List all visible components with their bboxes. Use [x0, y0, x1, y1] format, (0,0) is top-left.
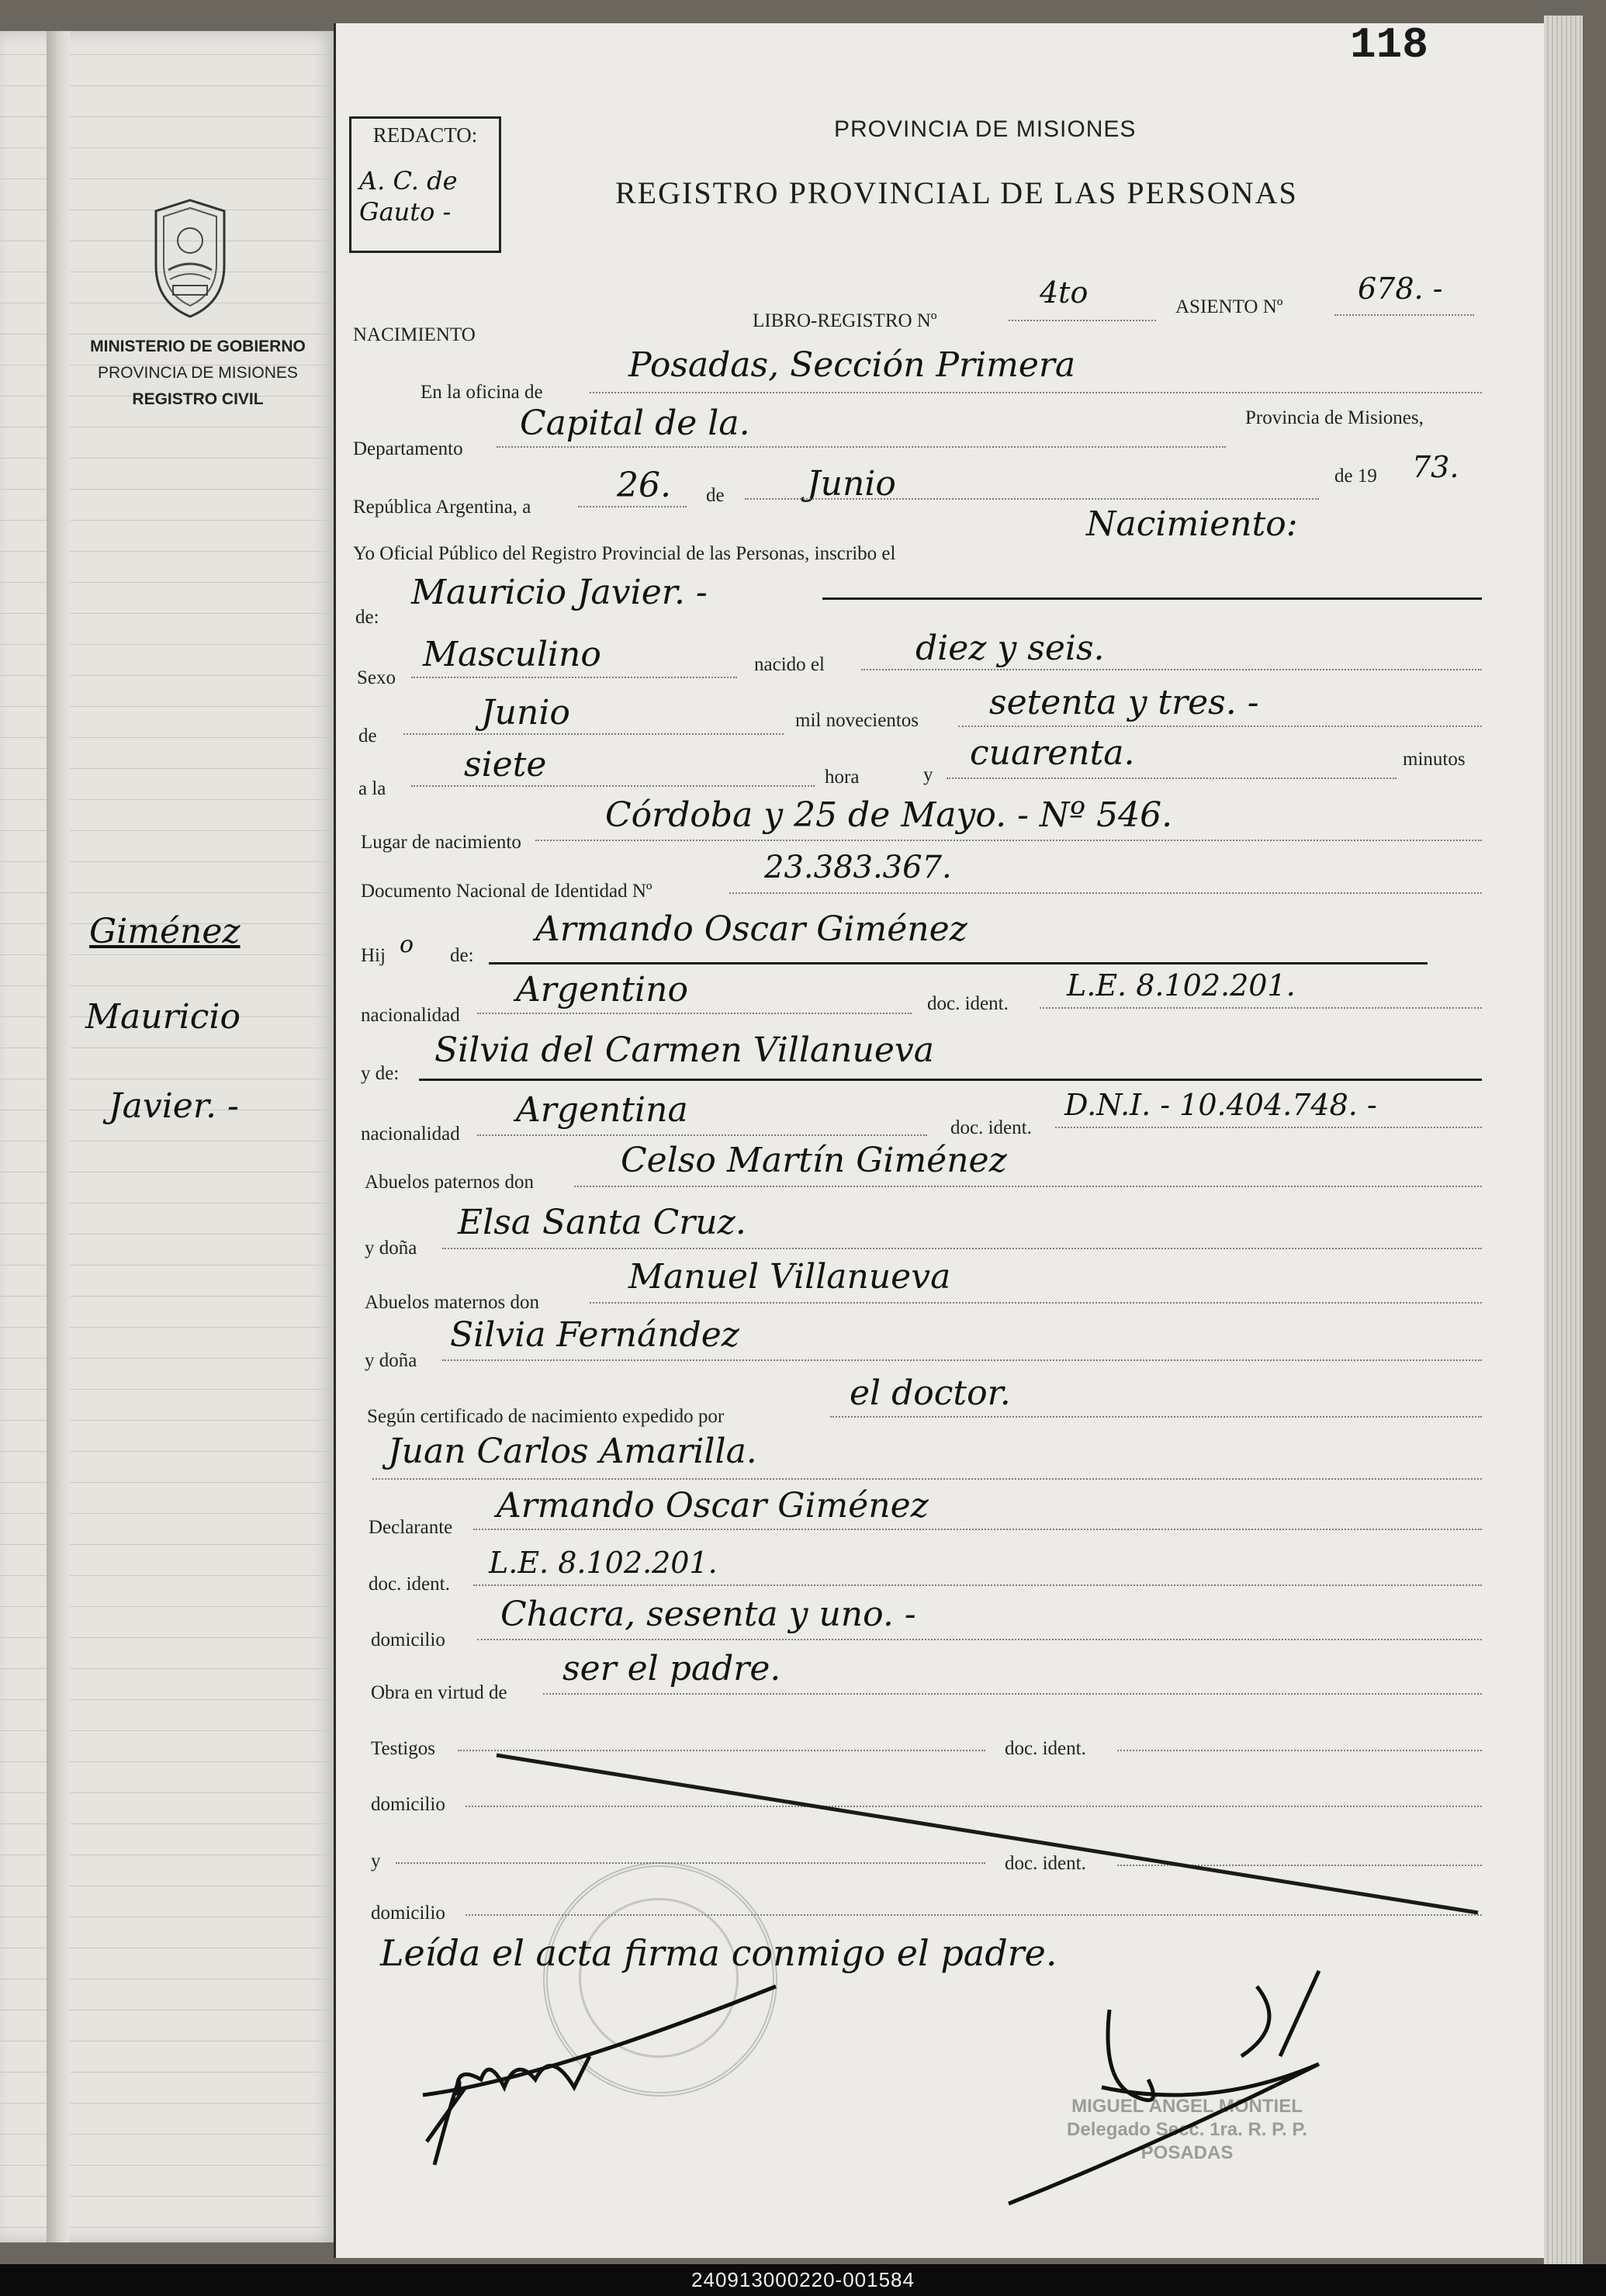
abuelos-pat-label: Abuelos paternos don — [365, 1172, 535, 1193]
declarant-signature — [423, 1986, 776, 2165]
declarante-value: Armando Oscar Giménez — [497, 1486, 929, 1525]
domicilio1-label: domicilio — [371, 1629, 445, 1650]
de2-label: de: — [355, 607, 379, 628]
ydona2-label: y doña — [365, 1350, 417, 1371]
hijo-label-de: de: — [450, 945, 474, 966]
oficina-label: En la oficina de — [421, 382, 543, 403]
obra-value: ser el padre. — [562, 1649, 781, 1688]
cancel-strike-line — [497, 1755, 1478, 1913]
redacto-value: A. C. de Gauto - — [359, 166, 458, 227]
docident5-label: doc. ident. — [1005, 1853, 1086, 1874]
de-label: de — [706, 485, 725, 506]
lugar-label: Lugar de nacimiento — [361, 832, 521, 853]
hijo-label-a: Hij — [361, 945, 386, 966]
republica-label: República Argentina, a — [353, 497, 531, 518]
obra-label: Obra en virtud de — [371, 1682, 507, 1703]
asiento-label: ASIENTO Nº — [1175, 296, 1283, 317]
margin-given-name-2: Javier. - — [109, 1086, 239, 1126]
certificado-label: Según certificado de nacimiento expedido por — [367, 1406, 725, 1427]
ydona1-value: Elsa Santa Cruz. — [458, 1203, 746, 1242]
testigos-label: Testigos — [371, 1738, 435, 1759]
docident2-value: D.N.I. - 10.404.748. - — [1064, 1088, 1377, 1122]
dni-value: 23.383.367. — [764, 850, 952, 885]
document-id-bar: 240913000220-001584 — [0, 2264, 1606, 2296]
abuelos-mat-value: Manuel Villanueva — [628, 1257, 951, 1297]
asiento-value: 678. - — [1358, 272, 1443, 306]
docident1-value: L.E. 8.102.201. — [1067, 968, 1296, 1003]
oficial-value: Nacimiento: — [1086, 504, 1298, 544]
record-type: NACIMIENTO — [353, 324, 476, 345]
hora-value: siete — [464, 745, 547, 784]
dni-label: Documento Nacional de Identidad Nº — [361, 881, 652, 902]
departamento-value: Capital de la. — [520, 403, 750, 443]
registry-civil-line: REGISTRO CIVIL — [132, 390, 264, 408]
declarante-label: Declarante — [369, 1517, 453, 1538]
official-place: POSADAS — [1140, 2142, 1234, 2163]
birth-month-value: Junio — [481, 693, 570, 732]
hijo-label-o: o — [400, 931, 414, 958]
year-value: 73. — [1412, 450, 1459, 484]
departamento-label: Departamento — [353, 438, 463, 459]
domicilio2-label: domicilio — [371, 1794, 445, 1815]
officer-signature — [1009, 1971, 1319, 2204]
domicilio1-value: Chacra, sesenta y uno. - — [500, 1595, 916, 1634]
day-value: 26. — [617, 466, 671, 505]
name-value: Mauricio Javier. - — [411, 573, 708, 612]
nacionalidad1-label: nacionalidad — [361, 1005, 460, 1026]
nacido-value: diez y seis. — [915, 629, 1105, 668]
certificado-value: el doctor. — [850, 1373, 1011, 1413]
docident1-label: doc. ident. — [927, 993, 1009, 1014]
y-label: y — [923, 764, 933, 785]
registry-title: REGISTRO PROVINCIAL DE LAS PERSONAS — [615, 175, 1298, 210]
docident3-label: doc. ident. — [369, 1574, 450, 1595]
docident3-value: L.E. 8.102.201. — [489, 1546, 718, 1580]
docident4-label: doc. ident. — [1005, 1738, 1086, 1759]
de3-label: de — [358, 726, 377, 746]
oficial-label: Yo Oficial Público del Registro Provincial de las Personas, inscribo el — [353, 543, 896, 564]
ala-label: a la — [358, 778, 386, 799]
sexo-value: Masculino — [423, 635, 601, 674]
mil-label: mil novecientos — [795, 710, 919, 731]
official-title: Delegado Secc. 1ra. R. P. P. — [1067, 2119, 1307, 2140]
ydona1-label: y doña — [365, 1238, 417, 1259]
provincia-label: Provincia de Misiones, — [1245, 407, 1424, 428]
province-heading: PROVINCIA DE MISIONES — [834, 116, 1137, 142]
closing-value: Leída el acta firma conmigo el padre. — [380, 1932, 1057, 1974]
nacionalidad2-label: nacionalidad — [361, 1124, 460, 1145]
mil-value: setenta y tres. - — [989, 683, 1259, 722]
libro-label: LIBRO-REGISTRO Nº — [753, 310, 937, 331]
ydona2-value: Silvia Fernández — [450, 1315, 739, 1355]
page-number: 118 — [1350, 20, 1428, 70]
abuelos-pat-value: Celso Martín Giménez — [621, 1141, 1007, 1180]
minutos-label: minutos — [1403, 749, 1466, 770]
redacto-label: REDACTO: — [372, 123, 478, 147]
doctor-value: Juan Carlos Amarilla. — [388, 1432, 757, 1471]
y2-label: y — [371, 1851, 381, 1872]
sexo-label: Sexo — [357, 667, 396, 688]
nacido-label: nacido el — [754, 654, 825, 675]
province-line: PROVINCIA DE MISIONES — [98, 364, 298, 382]
mother-value: Silvia del Carmen Villanueva — [434, 1030, 934, 1070]
margin-given-name-1: Mauricio — [85, 997, 241, 1037]
yde-label: y de: — [361, 1063, 400, 1084]
oficina-value: Posadas, Sección Primera — [628, 345, 1076, 385]
ministry-line: MINISTERIO DE GOBIERNO — [90, 338, 306, 355]
month-value: Junio — [807, 464, 896, 504]
year-label: de 19 — [1334, 466, 1377, 487]
hora-label: hora — [825, 767, 860, 788]
official-name: MIGUEL ÁNGEL MONTIEL — [1071, 2096, 1303, 2117]
libro-value: 4to — [1040, 275, 1089, 310]
margin-surname: Giménez — [89, 912, 241, 951]
abuelos-mat-label: Abuelos maternos don — [365, 1292, 539, 1313]
nacionalidad1-value: Argentino — [516, 970, 688, 1009]
lugar-value: Córdoba y 25 de Mayo. - Nº 546. — [605, 795, 1173, 835]
father-value: Armando Oscar Giménez — [535, 909, 967, 949]
domicilio3-label: domicilio — [371, 1903, 445, 1924]
docident2-label: doc. ident. — [950, 1117, 1032, 1138]
minutos-value: cuarenta. — [970, 733, 1135, 773]
nacionalidad2-value: Argentina — [516, 1090, 688, 1130]
